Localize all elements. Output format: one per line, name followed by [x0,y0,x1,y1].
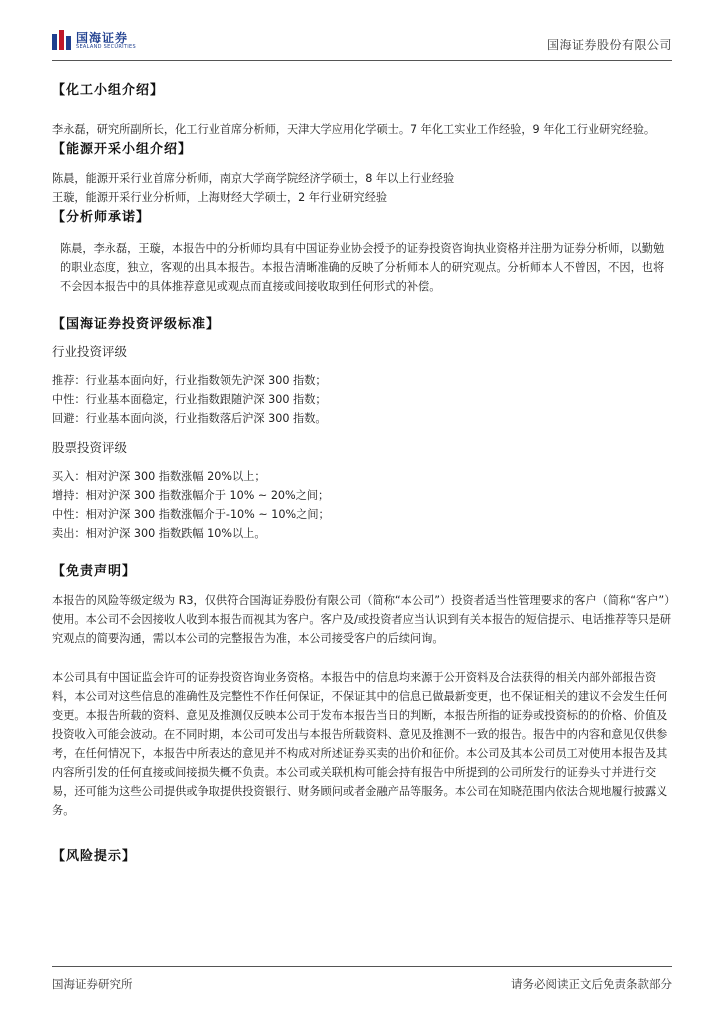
logo-mark-icon [52,30,72,52]
company-logo [52,30,136,52]
stock-rating-line: 增持：相对沪深 300 指数涨幅介于 10% ~ 20%之间； [52,489,330,502]
section-title-commitment: 【分析师承诺】 [52,210,151,225]
section-title-risk: 【风险提示】 [52,849,137,864]
stock-rating-line: 中性：相对沪深 300 指数涨幅介于-10% ~ 10%之间； [52,508,330,521]
industry-rating-line: 回避：行业基本面向淡，行业指数落后沪深 300 指数。 [52,412,327,425]
logo-cn: 国海证券 [76,31,129,45]
page-header [52,28,672,58]
industry-rating-line: 中性：行业基本面稳定，行业指数跟随沪深 300 指数； [52,393,327,406]
section-title-energy-team: 【能源开采小组介绍】 [52,142,193,157]
section-title-rating: 【国海证券投资评级标准】 [52,317,221,332]
stock-rating-line: 卖出：相对沪深 300 指数跌幅 10%以上。 [52,527,266,540]
commitment-body: 陈晨，李永磊，王璇，本报告中的分析师均具有中国证券业协会授予的证券投资咨询执业资格并注册为证券分析师，以勤勉的职业态度，独立，客观的出具本报告。本报告清晰准确的反映了分析师本人的研究观点。分析师本人不曾因，不因，也将不会因本报告中的具体推荐意见或观点而直接或间接收取到任何形式的补偿。 [60,242,665,293]
section-title-chem-team: 【化工小组介绍】 [52,83,165,98]
header-divider [52,60,672,61]
logo-en: SEALAND SECURITIES [76,44,136,50]
stock-rating-line: 买入：相对沪深 300 指数涨幅 20%以上； [52,470,266,483]
header-company-name: 国海证券股份有限公司 [546,38,672,52]
chem-team-body: 李永磊，研究所副所长，化工行业首席分析师，天津大学应用化学硕士。7 年化工实业工作经验，9 年化工行业研究经验。 [52,123,656,136]
footer-notice: 请务必阅读正文后免责条款部分 [511,977,672,991]
energy-team-line: 王璇，能源开采行业分析师，上海财经大学硕士，2 年行业研究经验 [52,191,388,204]
industry-rating-line: 推荐：行业基本面向好，行业指数领先沪深 300 指数； [52,374,327,387]
document-body [52,80,672,868]
industry-rating-heading: 行业投资评级 [52,344,128,359]
footer-institute: 国海证券研究所 [52,977,133,991]
energy-team-line: 陈晨，能源开采行业首席分析师，南京大学商学院经济学硕士，8 年以上行业经验 [52,172,455,185]
section-title-disclaimer: 【免责声明】 [52,564,137,579]
stock-rating-heading: 股票投资评级 [52,440,128,455]
disclaimer-paragraph-2: 本公司具有中国证监会许可的证券投资咨询业务资格。本报告中的信息均来源于公开资料及合法获得的相关内部外部报告资料，本公司对这些信息的准确性及完整性不作任何保证，不保证其中的信息已做最新变更，也不保证相关的建议不会发生任何变更。本报告所载的资料、意见及推测仅反映本公司于发布本报告当日的判断，本报告所指的证券或投资标的的价格、价值及投资收入可能会波动。在不同时期，本公司可发出与本报告所载资料、意见及推测不一致的报告。报告中的内容和意见仅供参考，在任何情况下，本报告中所表达的意见并不构成对所述证券买卖的出价和征价。本公司及其本公司员工对使用本报告及其内容所引发的任何直接或间接损失概不负责。本公司或关联机构可能会持有报告中所提到的公司所发行的证券头寸并进行交易，还可能为这些公司提供或争取提供投资银行、财务顾问或者金融产品等服务。本公司在知晓范围内依法合规地履行披露义务。 [52,671,668,817]
disclaimer-paragraph-1: 本报告的风险等级定级为 R3，仅供符合国海证券股份有限公司（简称“本公司”）投资者适当性管理要求的客户（简称“客户”）使用。本公司不会因接收人收到本报告而视其为客户。客户及/或投资者应当认识到有关本报告的短信提示、电话推荐等只是研究观点的简要沟通，需以本公司的完整报告为准，本公司接受客户的后续问询。 [52,594,672,645]
footer-divider [52,966,672,967]
